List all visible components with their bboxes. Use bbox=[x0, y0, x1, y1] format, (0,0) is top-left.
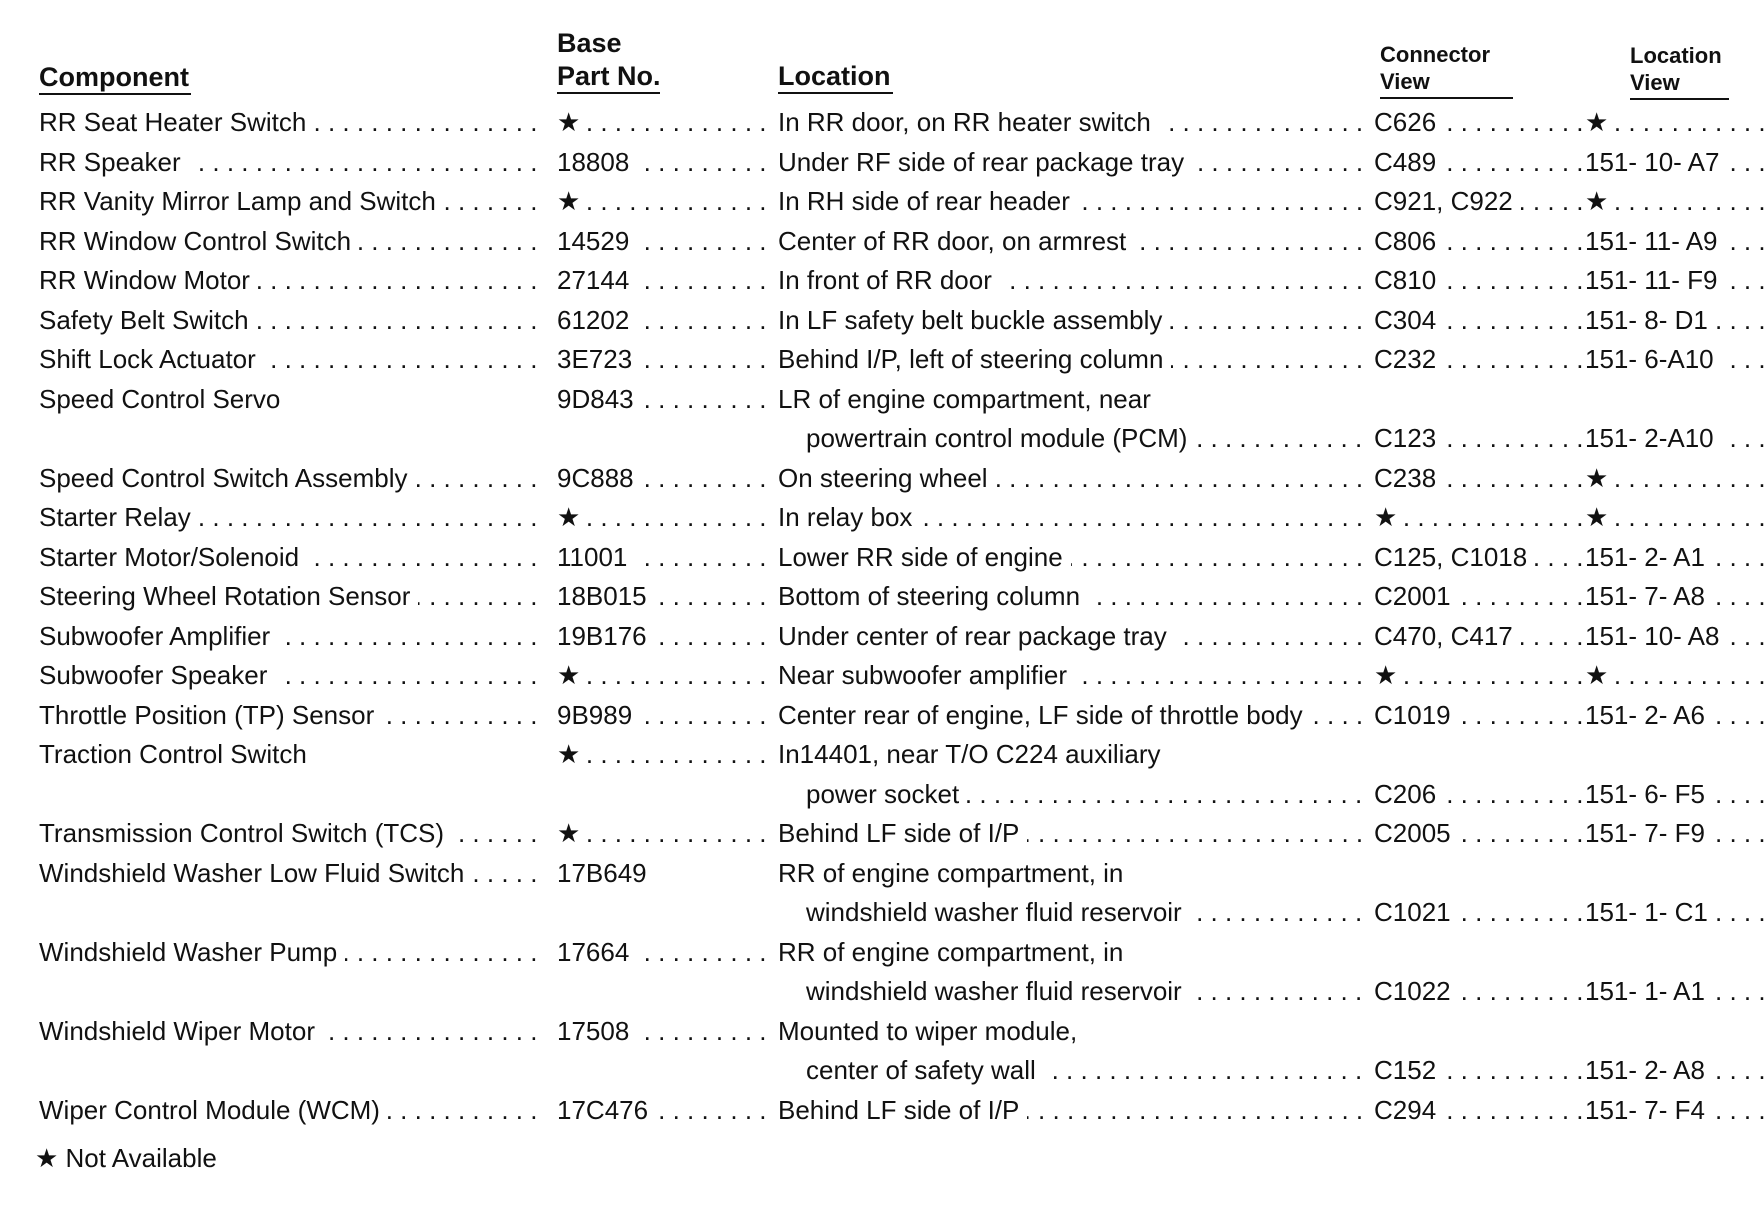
part-number-cell: 19B176 . . . bbox=[557, 617, 773, 657]
table-row bbox=[0, 261, 1764, 301]
location-view-cell: 151- 7- A8 . . . bbox=[1585, 577, 1764, 617]
location-cell: In front of RR door . . . bbox=[778, 261, 1369, 301]
connector-view-cell: C1022 . . . bbox=[1374, 972, 1585, 1012]
location-view-cell: 151- 7- F9 . . . bbox=[1585, 814, 1764, 854]
header-connector-line2: View bbox=[1380, 69, 1430, 94]
table-row bbox=[0, 459, 1764, 499]
table-row bbox=[0, 182, 1764, 222]
component-cell: RR Window Motor . . . bbox=[39, 261, 536, 301]
header-location-view-line2: View bbox=[1630, 70, 1680, 95]
connector-view-cell: C489 . . . bbox=[1374, 143, 1585, 183]
table-row bbox=[0, 1091, 1764, 1131]
connector-view-cell: C304 . . . bbox=[1374, 301, 1585, 341]
table-row bbox=[0, 577, 1764, 617]
component-table bbox=[0, 103, 1764, 1130]
header-location: Location bbox=[778, 61, 891, 91]
location-cell: Behind LF side of I/P . . . bbox=[778, 1091, 1369, 1131]
location-view-cell: 151- 2- A6 . . . bbox=[1585, 696, 1764, 736]
connector-view-cell: C232 . . . bbox=[1374, 340, 1585, 380]
location-view-cell: 151- 7- F4 . . . bbox=[1585, 1091, 1764, 1131]
table-row bbox=[0, 301, 1764, 341]
part-number-cell: 27144 . . . bbox=[557, 261, 773, 301]
component-cell: Steering Wheel Rotation Sensor . . . bbox=[39, 577, 536, 617]
location-continuation-cell: windshield washer fluid reservoir . . . bbox=[806, 972, 1369, 1012]
location-continuation-cell: power socket . . . bbox=[806, 775, 1369, 815]
connector-view-cell: C921, C922 . . . bbox=[1374, 182, 1585, 222]
location-cell: In RH side of rear header . . . bbox=[778, 182, 1369, 222]
table-row bbox=[0, 538, 1764, 578]
component-cell: Starter Motor/Solenoid . . . bbox=[39, 538, 536, 578]
component-cell: Speed Control Servo bbox=[39, 380, 536, 420]
location-cell: On steering wheel . . . bbox=[778, 459, 1369, 499]
part-number-cell: 17C476 . . . bbox=[557, 1091, 773, 1131]
connector-view-cell: C206 . . . bbox=[1374, 775, 1585, 815]
component-cell: Subwoofer Speaker . . . bbox=[39, 656, 536, 696]
location-view-cell: 151- 6-A10 . . . bbox=[1585, 340, 1764, 380]
header-base-part-line1: Base bbox=[557, 28, 622, 58]
component-cell: RR Vanity Mirror Lamp and Switch . . . bbox=[39, 182, 536, 222]
location-view-cell: 151- 1- A1 . . . bbox=[1585, 972, 1764, 1012]
location-cell: In relay box . . . bbox=[778, 498, 1369, 538]
part-number-cell: 17664 . . . bbox=[557, 933, 773, 973]
table-row bbox=[0, 1012, 1764, 1091]
location-view-cell: 151- 2- A1 . . . bbox=[1585, 538, 1764, 578]
connector-view-cell: C806 . . . bbox=[1374, 222, 1585, 262]
part-number-cell: 9C888 . . . bbox=[557, 459, 773, 499]
table-row bbox=[0, 735, 1764, 814]
part-number-cell: ★ . . . bbox=[557, 656, 773, 696]
connector-view-cell: C470, C417 . . . bbox=[1374, 617, 1585, 657]
location-view-cell: 151- 2- A8 . . . bbox=[1585, 1051, 1764, 1091]
location-cell: Behind LF side of I/P . . . bbox=[778, 814, 1369, 854]
location-view-cell: ★ . . . bbox=[1585, 656, 1764, 696]
header-base-part-underline bbox=[557, 92, 660, 94]
table-row bbox=[0, 656, 1764, 696]
component-cell: Subwoofer Amplifier . . . bbox=[39, 617, 536, 657]
connector-view-cell: C238 . . . bbox=[1374, 459, 1585, 499]
connector-view-cell: C123 . . . bbox=[1374, 419, 1585, 459]
part-number-cell: ★ . . . bbox=[557, 182, 773, 222]
connector-view-cell: C152 . . . bbox=[1374, 1051, 1585, 1091]
component-cell: Speed Control Switch Assembly . . . bbox=[39, 459, 536, 499]
table-row bbox=[0, 340, 1764, 380]
connector-view-cell: C1019 . . . bbox=[1374, 696, 1585, 736]
table-row bbox=[0, 143, 1764, 183]
location-view-cell: ★ . . . bbox=[1585, 459, 1764, 499]
header-location-underline bbox=[778, 92, 893, 94]
connector-view-cell: C294 . . . bbox=[1374, 1091, 1585, 1131]
table-row bbox=[0, 617, 1764, 657]
location-cell: Under center of rear package tray . . . bbox=[778, 617, 1369, 657]
part-number-cell: 9D843 . . . bbox=[557, 380, 773, 420]
location-cell: In14401, near T/O C224 auxiliary bbox=[778, 735, 1369, 775]
location-cell: Behind I/P, left of steering column . . . bbox=[778, 340, 1369, 380]
header-location-view-underline bbox=[1630, 98, 1729, 100]
component-cell: RR Seat Heater Switch . . . bbox=[39, 103, 536, 143]
component-cell: Windshield Washer Low Fluid Switch . . . bbox=[39, 854, 536, 894]
location-continuation-cell: center of safety wall . . . bbox=[806, 1051, 1369, 1091]
location-view-cell: 151- 2-A10 . . . bbox=[1585, 419, 1764, 459]
part-number-cell: ★ . . . bbox=[557, 498, 773, 538]
connector-view-cell: C125, C1018 . . . bbox=[1374, 538, 1585, 578]
table-row bbox=[0, 696, 1764, 736]
component-cell: RR Speaker . . . bbox=[39, 143, 536, 183]
component-cell: Starter Relay . . . bbox=[39, 498, 536, 538]
location-view-cell: ★ . . . bbox=[1585, 103, 1764, 143]
location-continuation-cell: powertrain control module (PCM) . . . bbox=[806, 419, 1369, 459]
part-number-cell: ★ . . . bbox=[557, 103, 773, 143]
location-view-cell: 151- 11- F9 . . . bbox=[1585, 261, 1764, 301]
component-cell: Shift Lock Actuator . . . bbox=[39, 340, 536, 380]
component-cell: Safety Belt Switch . . . bbox=[39, 301, 536, 341]
header-connector-underline bbox=[1380, 97, 1513, 99]
component-cell: Traction Control Switch bbox=[39, 735, 536, 775]
location-view-cell: 151- 10- A8 . . . bbox=[1585, 617, 1764, 657]
part-number-cell: 18808 . . . bbox=[557, 143, 773, 183]
location-cell: In RR door, on RR heater switch . . . bbox=[778, 103, 1369, 143]
table-row bbox=[0, 380, 1764, 459]
part-number-cell: 3E723 . . . bbox=[557, 340, 773, 380]
location-cell: Center of RR door, on armrest . . . bbox=[778, 222, 1369, 262]
location-cell: RR of engine compartment, in bbox=[778, 854, 1369, 894]
part-number-cell: ★ . . . bbox=[557, 735, 773, 775]
part-number-cell: 11001 . . . bbox=[557, 538, 773, 578]
part-number-cell: 9B989 . . . bbox=[557, 696, 773, 736]
component-cell: Throttle Position (TP) Sensor . . . bbox=[39, 696, 536, 736]
location-cell: Lower RR side of engine . . . bbox=[778, 538, 1369, 578]
location-cell: Mounted to wiper module, bbox=[778, 1012, 1369, 1052]
table-row bbox=[0, 933, 1764, 1012]
table-row bbox=[0, 103, 1764, 143]
location-cell: Bottom of steering column . . . bbox=[778, 577, 1369, 617]
location-cell: Center rear of engine, LF side of throttle body . . . bbox=[778, 696, 1369, 736]
table-row bbox=[0, 222, 1764, 262]
location-view-cell: 151- 8- D1 . . . bbox=[1585, 301, 1764, 341]
part-number-cell: 14529 . . . bbox=[557, 222, 773, 262]
header-base-part-line2: Part No. bbox=[557, 61, 661, 91]
location-view-cell: 151- 10- A7 . . . bbox=[1585, 143, 1764, 183]
component-cell: RR Window Control Switch . . . bbox=[39, 222, 536, 262]
header-location-view-line1: Location bbox=[1630, 43, 1722, 68]
header-component-underline bbox=[39, 93, 191, 95]
part-number-cell: ★ . . . bbox=[557, 814, 773, 854]
part-number-cell: 18B015 . . . bbox=[557, 577, 773, 617]
component-cell: Wiper Control Module (WCM) . . . bbox=[39, 1091, 536, 1131]
table-row bbox=[0, 498, 1764, 538]
connector-view-cell: ★ . . . bbox=[1374, 498, 1585, 538]
location-cell: Near subwoofer amplifier . . . bbox=[778, 656, 1369, 696]
location-cell: LR of engine compartment, near bbox=[778, 380, 1369, 420]
component-cell: Transmission Control Switch (TCS) . . . bbox=[39, 814, 536, 854]
location-view-cell: 151- 1- C1 . . . bbox=[1585, 893, 1764, 933]
footnote-not-available: ★ Not Available bbox=[35, 1143, 217, 1173]
connector-view-cell: C810 . . . bbox=[1374, 261, 1585, 301]
connector-view-cell: C2001 . . . bbox=[1374, 577, 1585, 617]
table-row bbox=[0, 814, 1764, 854]
table-row bbox=[0, 854, 1764, 933]
header-connector-line1: Connector bbox=[1380, 42, 1490, 67]
location-view-cell: ★ . . . bbox=[1585, 498, 1764, 538]
connector-view-cell: C1021 . . . bbox=[1374, 893, 1585, 933]
part-number-cell: 61202 . . . bbox=[557, 301, 773, 341]
location-cell: In LF safety belt buckle assembly . . . bbox=[778, 301, 1369, 341]
connector-view-cell: ★ . . . bbox=[1374, 656, 1585, 696]
location-view-cell: 151- 11- A9 . . . bbox=[1585, 222, 1764, 262]
location-cell: Under RF side of rear package tray . . . bbox=[778, 143, 1369, 183]
connector-view-cell: C626 . . . bbox=[1374, 103, 1585, 143]
location-continuation-cell: windshield washer fluid reservoir . . . bbox=[806, 893, 1369, 933]
part-number-cell: 17508 . . . bbox=[557, 1012, 773, 1052]
component-cell: Windshield Washer Pump . . . bbox=[39, 933, 536, 973]
connector-view-cell: C2005 . . . bbox=[1374, 814, 1585, 854]
location-view-cell: 151- 6- F5 . . . bbox=[1585, 775, 1764, 815]
location-cell: RR of engine compartment, in bbox=[778, 933, 1369, 973]
location-view-cell: ★ . . . bbox=[1585, 182, 1764, 222]
component-cell: Windshield Wiper Motor . . . bbox=[39, 1012, 536, 1052]
header-component: Component bbox=[39, 62, 189, 92]
part-number-cell: 17B649 bbox=[557, 854, 773, 894]
